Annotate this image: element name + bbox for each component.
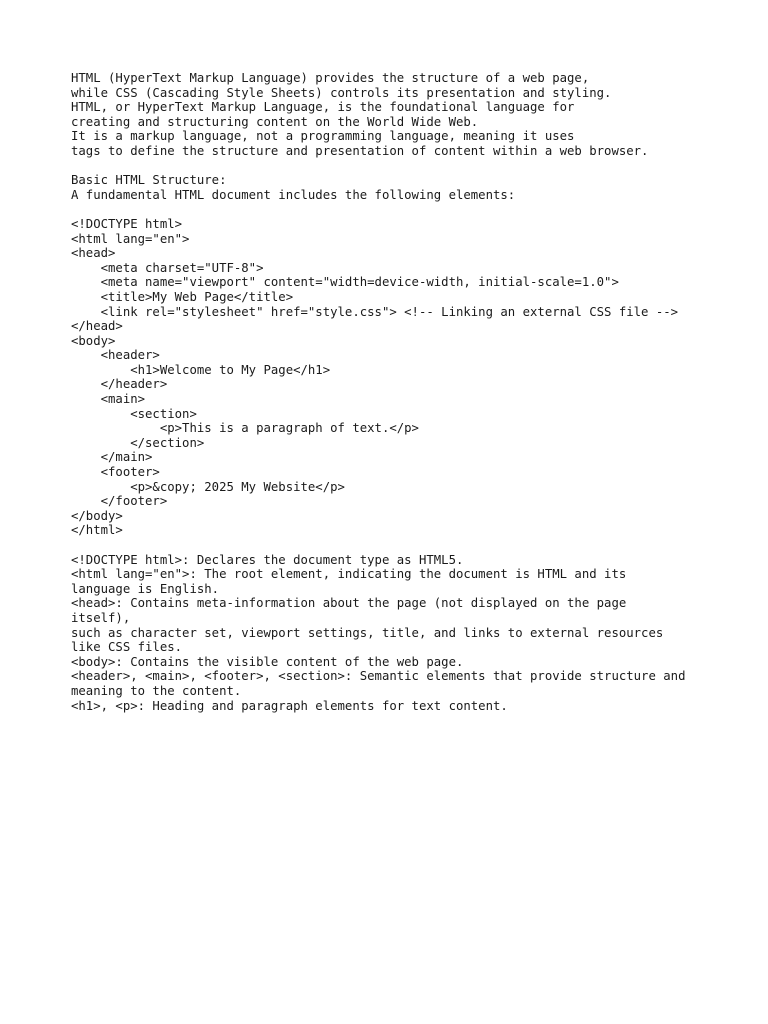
intro-line: HTML, or HyperText Markup Language, is the foundational language for — [71, 100, 575, 115]
section-description: A fundamental HTML document includes the following elements: — [71, 187, 516, 202]
code-line: </footer> — [71, 494, 168, 509]
spacer — [71, 159, 711, 174]
code-line: </header> — [71, 377, 168, 392]
intro-paragraph — [71, 71, 711, 159]
intro-line: creating and structuring content on the World Wide Web. — [71, 114, 479, 129]
document-page — [71, 71, 711, 713]
code-line: <title>My Web Page</title> — [71, 289, 294, 304]
explanation-line: such as character set, viewport settings, title, and links to external resources — [71, 625, 664, 640]
spacer — [71, 538, 711, 553]
explanation-list — [71, 553, 711, 714]
explanation-line: language is English. — [71, 581, 220, 596]
code-line: <meta name="viewport" content="width=device-width, initial-scale=1.0"> — [71, 275, 619, 290]
intro-line: tags to define the structure and presentation of content within a web browser. — [71, 143, 649, 158]
code-line: <!DOCTYPE html> — [71, 216, 183, 231]
code-line: <main> — [71, 392, 146, 407]
code-line: <h1>Welcome to My Page</h1> — [71, 362, 331, 377]
code-line: <p>This is a paragraph of text.</p> — [71, 421, 419, 436]
intro-line: HTML (HyperText Markup Language) provides the structure of a web page, — [71, 71, 590, 85]
code-line: </head> — [71, 319, 123, 334]
explanation-line: <body>: Contains the visible content of the web page. — [71, 654, 464, 669]
code-line: <header> — [71, 348, 160, 363]
code-line: <p>&copy; 2025 My Website</p> — [71, 479, 345, 494]
explanation-line: itself), — [71, 610, 131, 625]
code-line: <html lang="en"> — [71, 231, 190, 246]
code-line: </body> — [71, 508, 123, 523]
code-line: <body> — [71, 333, 116, 348]
spacer — [71, 202, 711, 217]
code-line: <link rel="stylesheet" href="style.css"> <!-- Linking an external CSS file --> — [71, 304, 679, 319]
intro-line: while CSS (Cascading Style Sheets) controls its presentation and styling. — [71, 85, 612, 100]
explanation-line: <html lang="en">: The root element, indicating the document is HTML and its — [71, 567, 627, 582]
explanation-line: <header>, <main>, <footer>, <section>: Semantic elements that provide structure and — [71, 669, 686, 684]
code-line: </main> — [71, 450, 153, 465]
explanation-line: <!DOCTYPE html>: Declares the document type as HTML5. — [71, 552, 464, 567]
intro-line: It is a markup language, not a programming language, meaning it uses — [71, 129, 575, 144]
code-line: <section> — [71, 406, 197, 421]
section-heading: Basic HTML Structure: — [71, 173, 227, 188]
code-block — [71, 217, 711, 538]
explanation-line: <head>: Contains meta-information about the page (not displayed on the page — [71, 596, 627, 611]
code-line: <head> — [71, 246, 116, 261]
code-line: </html> — [71, 523, 123, 538]
explanation-line: like CSS files. — [71, 640, 183, 655]
explanation-line: meaning to the content. — [71, 683, 242, 698]
code-line: </section> — [71, 435, 205, 450]
structure-section — [71, 173, 711, 202]
code-line: <meta charset="UTF-8"> — [71, 260, 264, 275]
explanation-line: <h1>, <p>: Heading and paragraph elements for text content. — [71, 698, 508, 713]
code-line: <footer> — [71, 465, 160, 480]
